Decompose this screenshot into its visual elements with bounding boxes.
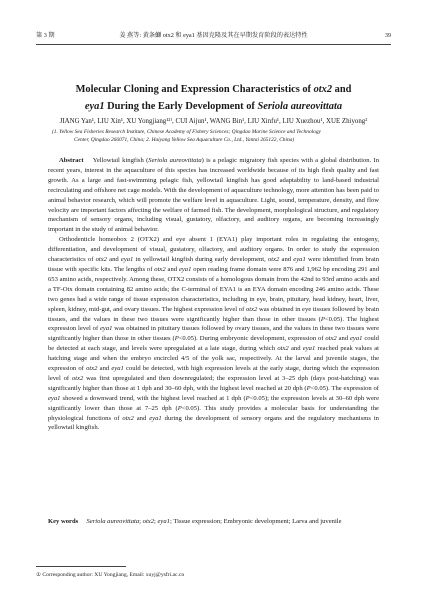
title-line-1: Molecular Cloning and Expression Characteristics of otx2 and	[75, 84, 352, 95]
text-run: ;	[139, 518, 143, 525]
keywords-label: Key words	[48, 518, 79, 525]
title-gene-otx2: otx2	[313, 84, 333, 95]
affiliation-line-2: Center, Qingdao 266071, China; 2. Haiyang Yellow Sea Aquaculture Co., Ltd., Yantai 265122, China)	[74, 137, 295, 144]
italic-term: otx2	[154, 265, 166, 273]
abstract-paragraph-1	[48, 156, 379, 235]
italic-term: otx2	[71, 374, 84, 382]
text-run: could be detected, with high expression levels at the early stage, during which the expression level of	[48, 365, 379, 382]
title-gene-eya1: eya1	[84, 101, 105, 112]
affiliations	[52, 128, 392, 145]
text-run: in yellowtail kingfish during early development,	[133, 256, 268, 264]
text-run: was obtained in pituitary tissues followed by ovary tissues, and the values in these two tissues were significantly higher than those in other tissues (	[48, 325, 380, 343]
text-run: during the development of sensory organs and the regulatory mechanisms in yellowtail kingfish.	[48, 414, 379, 432]
italic-term: eya1	[111, 365, 124, 373]
italic-term: otx2	[86, 365, 98, 373]
text-run: ;	[154, 518, 158, 525]
page-number: 39	[384, 32, 391, 39]
italic-term: eya1	[302, 345, 316, 353]
text-run: <0.05). During embryonic development, expression of	[178, 335, 326, 343]
text-run: and	[97, 365, 112, 373]
corresponding-author-footnote: ① Corresponding author: XU Yongjiang, Email: xuyj@ysfri.ac.cn	[36, 572, 185, 578]
text-run: and	[288, 345, 303, 353]
italic-term: eya1	[48, 394, 61, 402]
text-run: ; Tissue expression; Embryonic development; Larva and juvenile	[169, 518, 342, 525]
italic-term: eya1	[99, 325, 113, 333]
italic-term: otx2	[142, 518, 155, 525]
text-run: open reading frame domain were 876 and 1,962 bp encoding 291 and 653 amino acids, respectively. Among these, OTX2 consists of a homologous domain from the 42nd to 93rd amino acids and a TF-Otx domain containing 82 amino acids; the C-terminal of EYA1 is an EYA domain encoding 246 amino acids. These two genes had a wide range of tissue expression characteristics, including in eye, brain, pituitary, head kidney, heart, liver, spleen, kidney, mid-gut, and ovary tissues. The highest expression level of	[48, 265, 379, 313]
running-header	[36, 30, 391, 42]
abstract-paragraph-2	[48, 235, 379, 433]
text-run: <0.05). The expression of	[310, 384, 379, 392]
text-run: Orthodenticle homeobox 2 (OTX2) and eye absent 1 (EYA1) play important roles in regulating the entogeny, differentiation, and development of visual, gustatory, olfactory, and auditory organs. In order to study the expression characteristics of	[48, 236, 379, 264]
italic-term: Seriola aureovittata	[148, 157, 202, 164]
text-run: showed a downward trend, with the highest level reached at 1 dph (	[60, 394, 246, 402]
text-run: ) is a pelagic migratory fish species with a global distribution. In recent years, interest in the aquaculture of this species has increased worldwide because of its high flesh quality and fast growth. As a large and fast-swimming pelagic fish, yellowtail kingfish has good adaptability to land-based industrial recirculating and offshore net cage models. With the development of aquaculture technology, more attention has been paid to animal behavior research, which will promote the welfare level in aquaculture. Light, sound, temperature, density, and flow velocity are important factors affecting the welfare of farmed fish. The development, morphological structure, and regulatory mechanism of sensory organs, including visual, gustatory, olfactory, and auditory organs, are becoming increasingly important in the study of animal behavior.	[48, 157, 380, 234]
italic-term: P	[245, 394, 250, 402]
title-line-2: eya1 During the Early Development of Seriola aureovittata	[84, 101, 343, 112]
abstract-label: Abstract	[59, 157, 84, 164]
text-run: <0.05). The highest expression level of	[48, 315, 380, 333]
italic-term: otx2	[122, 414, 134, 422]
text-run: <0.05). This study provides a molecular basis for understanding the physiological functions of	[48, 404, 379, 422]
text-run: and	[165, 265, 179, 273]
italic-term: otx2	[95, 256, 107, 264]
footnote-divider	[36, 566, 126, 567]
italic-term: eya1	[149, 414, 162, 422]
author-list: JIANG Yan¹, LIU Xin¹, XU Yongjiang¹²⁾, CUI Aijun¹, WANG Bin¹, LIU Xinfu¹, LIU Xuezhou¹, XUE Zhiyong²	[59, 118, 368, 125]
italic-term: eya1	[157, 518, 170, 525]
text-run: could be detected at each stage, and levels were upregulated at a late stage, during which	[48, 335, 379, 353]
abstract-text-1	[48, 157, 379, 233]
italic-term: Seriola aureovittata	[86, 518, 140, 525]
italic-term: eya1	[120, 256, 134, 264]
italic-term: eya1	[178, 265, 192, 273]
text-run: and	[133, 414, 150, 422]
text-run: and	[106, 256, 121, 264]
text-run: was first upregulated and then downregulated; the expression level at 3–25 dph (days post-hatching) was significantly higher than those at 1 dph and 30–60 dph, with the highest level reached at 20 dph (	[48, 374, 379, 392]
running-title: 姜 燕等: 黄条鰤 otx2 和 eya1 基因克隆及其在早期发育阶段的表达特性	[119, 32, 308, 39]
italic-term: otx2	[268, 256, 280, 264]
italic-term: otx2	[325, 335, 337, 343]
title-species: Seriola aureovittata	[257, 101, 343, 112]
text-run: was obtained in eye tissues followed by brain tissues, and the values in these two tissues were significantly higher than those in other tissues (	[48, 305, 380, 323]
header-divider	[36, 44, 391, 45]
italic-term: P	[174, 335, 179, 343]
italic-term: eya1	[350, 335, 363, 343]
italic-term: eya1	[293, 256, 306, 264]
paper-title	[50, 81, 377, 115]
italic-term: P	[320, 315, 325, 323]
text-run: <0.05); the expression levels at 30–60 dph were significantly lower than those at 7–25 dph (	[48, 394, 379, 412]
affiliation-line-1: (1. Yellow Sea Fisheries Research Institute, Chinese Academy of Fishery Sciences; Qingdao Marine Science and Technology	[52, 129, 321, 135]
italic-term: P	[306, 384, 311, 392]
italic-term: otx2	[245, 305, 258, 313]
text-run: and	[279, 256, 294, 264]
text-run: and	[336, 335, 350, 343]
text-run: were identified from brain tissue with specific kits. The lengths of	[48, 256, 380, 273]
issue-label: 第 3 期	[36, 32, 55, 39]
italic-term: P	[177, 404, 182, 412]
italic-term: otx2	[277, 345, 289, 353]
text-run: reached peak values at hatching stage and when the embryo encircled 4/5 of the yolk sac, respectively. At the larval and juvenile stages, the expression of	[48, 345, 380, 373]
keywords	[48, 517, 379, 527]
text-run: Yellowtail kingfish (	[92, 157, 149, 164]
keywords-text	[86, 518, 341, 525]
abstract	[48, 156, 379, 433]
